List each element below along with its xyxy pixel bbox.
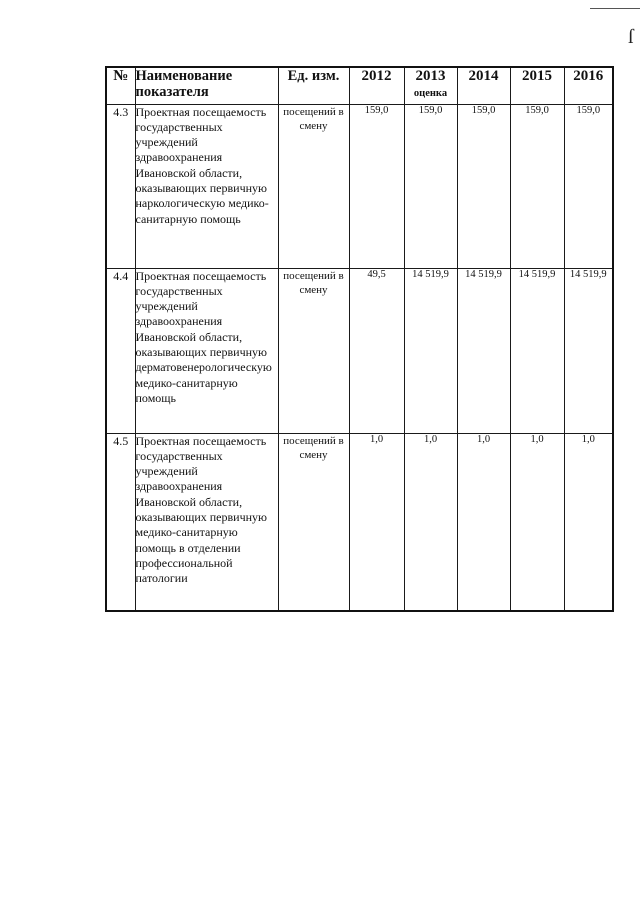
row-value-2016: 159,0 <box>564 104 613 268</box>
row-value-2013: 14 519,9 <box>404 268 457 433</box>
row-name: Проектная посещаемость государственных учреждений здравоохранения Ивановской области, оказывающих первичную наркологическую медико-санитарную помощь <box>135 104 278 268</box>
header-year-2016: 2016 <box>564 67 613 104</box>
table-row <box>106 433 613 611</box>
table-header-row <box>106 67 613 104</box>
row-value-2015: 1,0 <box>510 433 564 611</box>
row-value-2014: 14 519,9 <box>457 268 510 433</box>
row-value-2014: 1,0 <box>457 433 510 611</box>
table-row <box>106 104 613 268</box>
header-year-2013-note: оценка <box>413 88 448 99</box>
header-year-2013-label: 2013 <box>415 68 446 84</box>
row-name: Проектная посещаемость государственных учреждений здравоохранения Ивановской области, оказывающих первичную медико-санитарную помощь в отделении профессиональной патологии <box>135 433 278 611</box>
row-num: 4.5 <box>106 433 135 611</box>
scan-edge-line <box>590 8 640 9</box>
header-year-2013 <box>404 67 457 104</box>
table-row <box>106 268 613 433</box>
row-name: Проектная посещаемость государственных учреждений здравоохранения Ивановской области, оказывающих первичную дерматовенерологическую медико-санитарную помощь <box>135 268 278 433</box>
header-num: № <box>106 67 135 104</box>
row-num: 4.3 <box>106 104 135 268</box>
row-value-2016: 1,0 <box>564 433 613 611</box>
row-value-2012: 1,0 <box>349 433 404 611</box>
row-num: 4.4 <box>106 268 135 433</box>
row-unit: посещений в смену <box>278 268 349 433</box>
header-year-2015: 2015 <box>510 67 564 104</box>
header-year-2014: 2014 <box>457 67 510 104</box>
indicators-table <box>105 66 614 612</box>
row-value-2012: 159,0 <box>349 104 404 268</box>
row-value-2016: 14 519,9 <box>564 268 613 433</box>
header-name: Наименование показателя <box>135 67 278 104</box>
row-value-2014: 159,0 <box>457 104 510 268</box>
row-unit: посещений в смену <box>278 104 349 268</box>
row-value-2013: 159,0 <box>404 104 457 268</box>
header-unit: Ед. изм. <box>278 67 349 104</box>
row-unit: посещений в смену <box>278 433 349 611</box>
header-year-2012: 2012 <box>349 67 404 104</box>
row-value-2012: 49,5 <box>349 268 404 433</box>
row-value-2015: 14 519,9 <box>510 268 564 433</box>
row-value-2013: 1,0 <box>404 433 457 611</box>
row-value-2015: 159,0 <box>510 104 564 268</box>
page-corner-mark: ſ <box>628 26 634 48</box>
